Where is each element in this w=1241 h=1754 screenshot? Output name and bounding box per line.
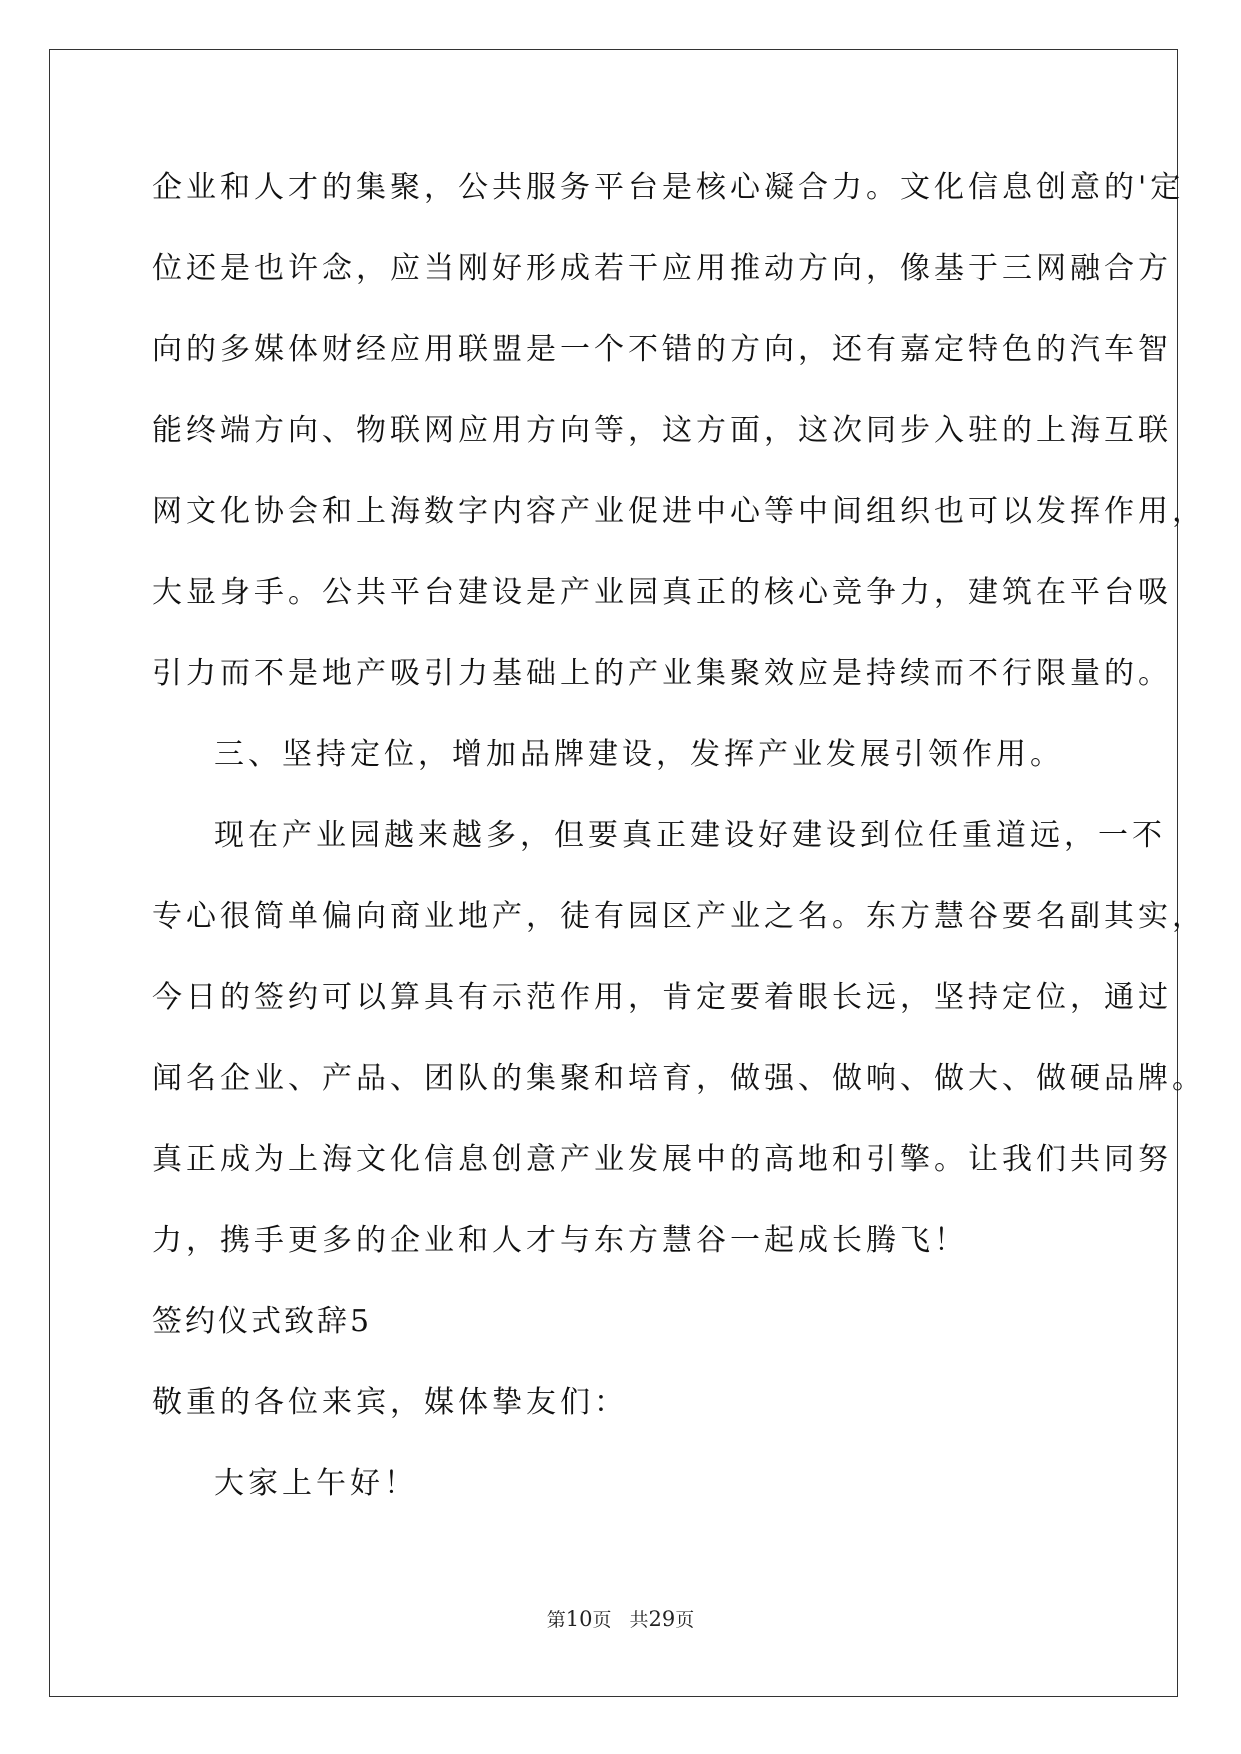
- body-line: 今日的签约可以算具有示范作用，肯定要着眼长远，坚持定位，通过: [152, 980, 1172, 1015]
- salutation: 敬重的各位来宾，媒体挚友们：: [152, 1385, 628, 1420]
- body-line: 闻名企业、产品、团队的集聚和培育，做强、做响、做大、做硬品牌。: [152, 1061, 1206, 1096]
- body-line: 引力而不是地产吸引力基础上的产业集聚效应是持续而不行限量的。: [152, 656, 1172, 691]
- page-footer: [0, 1605, 1241, 1632]
- page-total: 29: [648, 1607, 676, 1631]
- document-body: [152, 160, 1206, 1537]
- body-line: 向的多媒体财经应用联盟是一个不错的方向，还有嘉定特色的汽车智: [152, 332, 1172, 367]
- body-line: 真正成为上海文化信息创意产业发展中的高地和引擎。让我们共同努: [152, 1142, 1172, 1177]
- greeting: 大家上午好！: [214, 1466, 418, 1501]
- body-line: 现在产业园越来越多，但要真正建设好建设到位任重道远，一不: [214, 818, 1166, 853]
- page-prefix: 第: [546, 1609, 566, 1631]
- body-line: 位还是也许念，应当刚好形成若干应用推动方向，像基于三网融合方: [152, 251, 1172, 286]
- body-line: 大显身手。公共平台建设是产业园真正的核心竞争力，建筑在平台吸: [152, 575, 1172, 610]
- body-line: 网文化协会和上海数字内容产业促进中心等中间组织也可以发挥作用，: [152, 494, 1206, 529]
- body-line: 企业和人才的集聚，公共服务平台是核心凝合力。文化信息创意的'定: [152, 170, 1185, 205]
- body-line: 专心很简单偏向商业地产，徒有园区产业之名。东方慧谷要名副其实，: [152, 899, 1206, 934]
- body-line: 能终端方向、物联网应用方向等，这方面，这次同步入驻的上海互联: [152, 413, 1172, 448]
- page-current: 10: [565, 1607, 593, 1631]
- article-title: 签约仪式致辞5: [152, 1304, 373, 1339]
- total-prefix: 共: [629, 1609, 649, 1631]
- total-suffix: 页: [675, 1609, 695, 1631]
- page-suffix: 页: [592, 1609, 612, 1631]
- body-line: 力，携手更多的企业和人才与东方慧谷一起成长腾飞！: [152, 1223, 968, 1258]
- section-heading: 三、坚持定位，增加品牌建设，发挥产业发展引领作用。: [214, 737, 1064, 772]
